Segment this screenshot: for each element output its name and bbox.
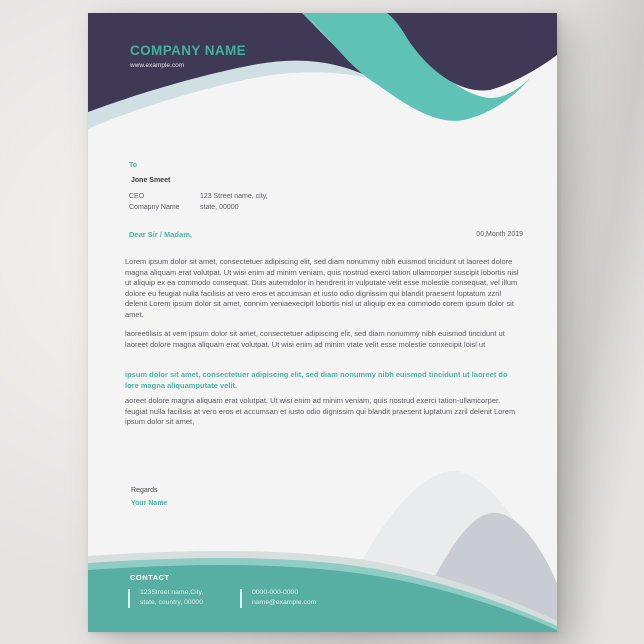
recipient-name: Jone Smeet [131,177,171,184]
footer-divider-bar [128,589,130,608]
company-website: www.example.com [130,62,185,69]
to-label: To [129,162,138,169]
footer-address-line2: state, country, 00000 [140,599,203,606]
footer-address-line1: 123Street name,City, [140,589,204,596]
body-paragraph-1: Lorem ipsum dolor sit amet, consectetuer adipiscing elit, sed diam nonummy nibh euismod tincidunt ut laoreet dolore magna aliquam erat volutpat. Ut wisi enim ad minim veniam, quis nostrud exerci tation ullamcorper suscipit lobortis nisl ut aliquip ex ea commodo consequat. Duis autemdolor in hendrerit in vulputate velit esse molestie consequat, vel illum dolore eu feugiat nulla facilisis at vero eros et accumsan et iusto odio dignissim qui blandit praesent luptatum zzril delenit Lorem ipsum dolor sit amet, connim veniaexecipit lobortis nisl ut aliquip ex ea commodo corem ipsum dolor sit amet. [125,257,519,319]
recipient-address [200,192,268,213]
recipient-address-line2: state, 00000 [200,203,239,211]
body-paragraph-3: aoreet dolore magna aliquam erat volutpat. Ut wisi enim ad minim veniam, quis nostrud exerci tation-ullamcorper. feugiat nulla facilisis at vero eros et accumsan et iusto odio dignissim qui blandit praesent luptatum zzril delenit Lorem ipsum dolor sit amet, [125,396,516,427]
footer-divider-bar [240,589,242,608]
footer-contact-block [240,588,316,608]
recipient-details [129,192,268,213]
letterhead-sheet [88,13,557,632]
recipient-title: CEO [129,193,145,200]
company-name: COMPANY NAME [130,43,247,58]
letter-date: 00,Month 2019 [476,231,523,238]
contact-label: CONTACT [130,573,170,582]
footer-phone: 0000-000-0000 [252,589,299,596]
body-paragraph-2: laoreetilisis at vem ipsum dolor sit amet, consectetuer adipiscing elit, sed diam nonummy nibh euismod tincidunt ut laoreet dolore magna aliquam erat volutpat. Ut wisi enim ad minim vtate velit esse molestie conxecipit loisl ut [125,329,505,349]
salutation: Dear Sir / Madam, [129,230,192,239]
recipient-company: Comapny Name [129,203,180,211]
footer-email: name@example.com [252,599,317,606]
body-paragraph-highlight: ipsum dolor sit amet, consectetuer adipiscing elit, sed diam nonummy nibh euismod tincidunt ut laoreet do lore magna aliquamputate velit. [125,370,508,390]
recipient-title-company [129,192,200,213]
footer-address-block [128,588,203,608]
signature-name: Your Name [131,500,168,507]
recipient-address-line1: 123 Street name, city, [200,193,268,200]
regards-label: Regards [131,487,158,494]
